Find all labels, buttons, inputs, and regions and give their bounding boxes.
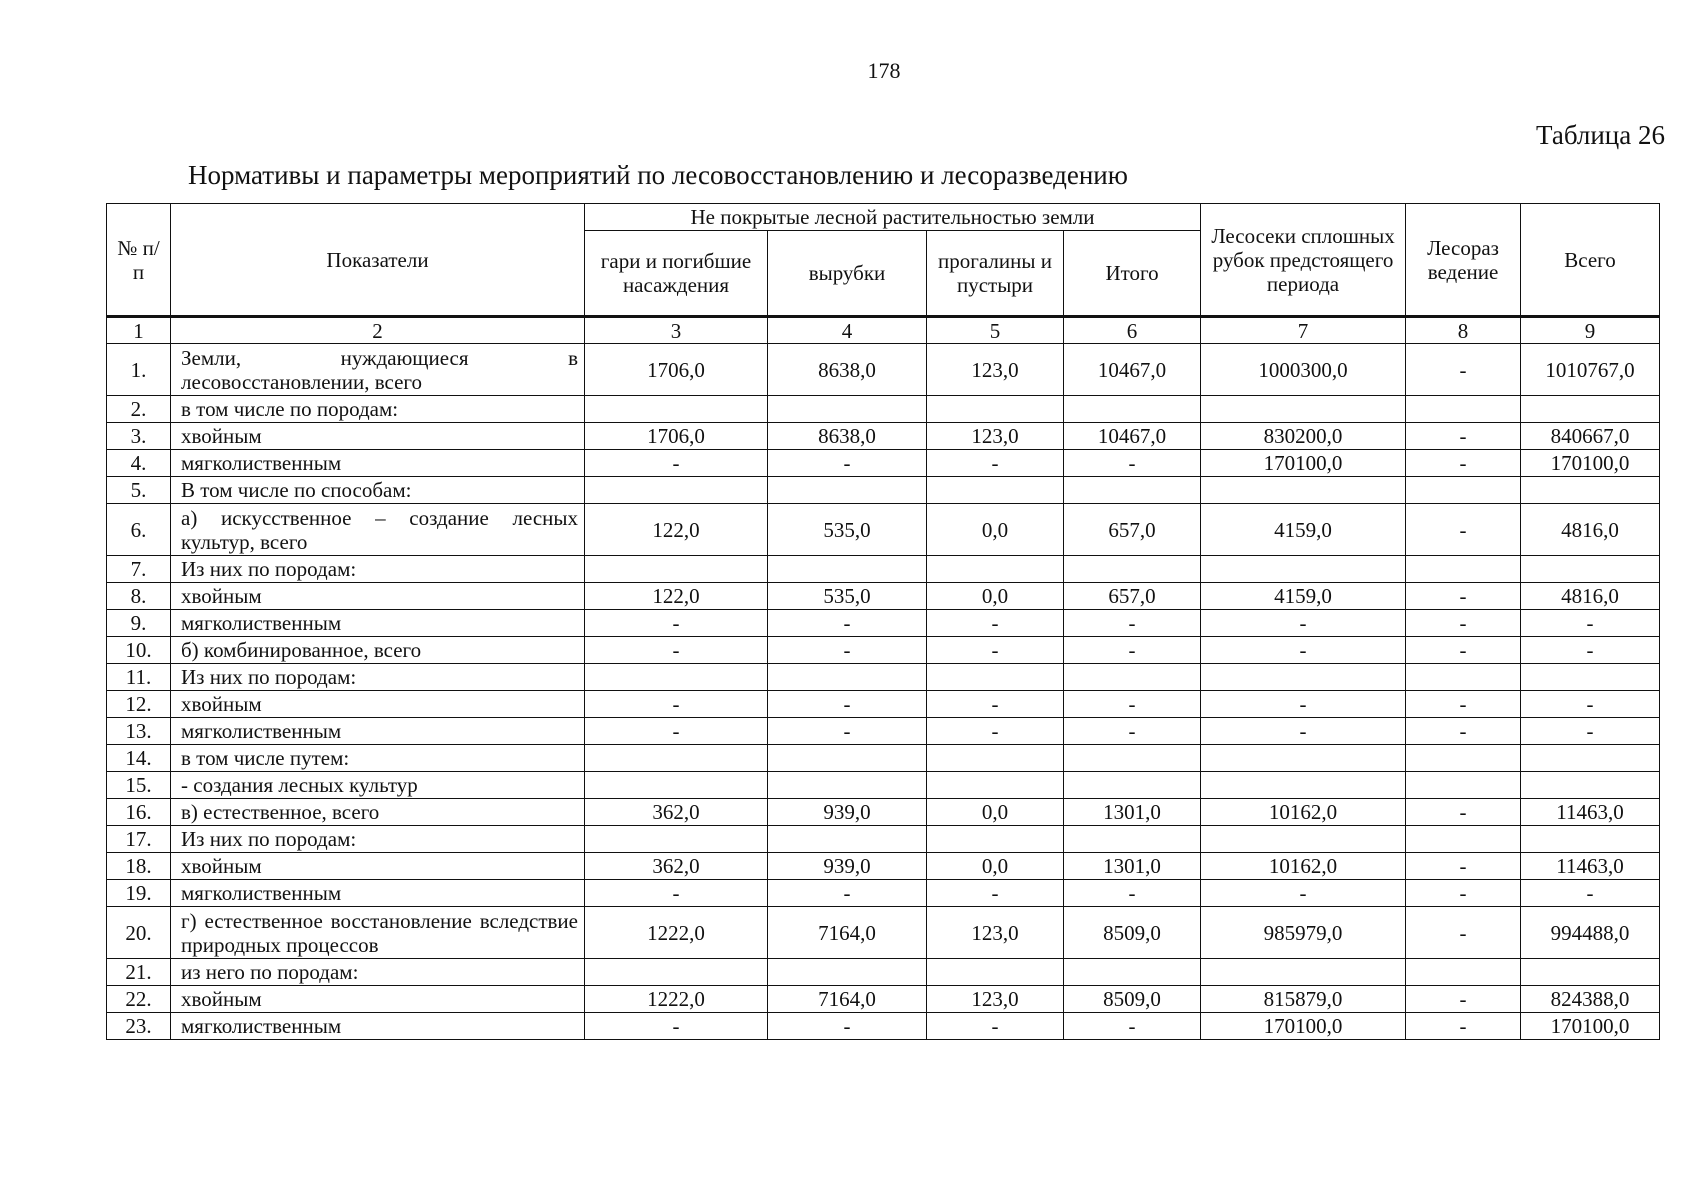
cell-afforestation: - xyxy=(1406,450,1521,477)
row-indicator: - создания лесных культур xyxy=(171,772,585,799)
cell-glades xyxy=(927,396,1064,423)
cell-all xyxy=(1521,959,1660,986)
column-number: 4 xyxy=(768,317,927,344)
cell-cuttings: 8638,0 xyxy=(768,423,927,450)
cell-cuttings: - xyxy=(768,450,927,477)
cell-logging: - xyxy=(1201,880,1406,907)
cell-burnt: - xyxy=(585,691,768,718)
cell-cuttings: - xyxy=(768,691,927,718)
cell-total-group: 10467,0 xyxy=(1064,344,1201,396)
row-indicator: хвойным xyxy=(171,986,585,1013)
cell-afforestation: - xyxy=(1406,907,1521,959)
table-row xyxy=(107,637,1660,664)
cell-burnt: - xyxy=(585,880,768,907)
cell-glades: - xyxy=(927,1013,1064,1040)
row-indicator: Из них по породам: xyxy=(171,826,585,853)
cell-logging xyxy=(1201,556,1406,583)
cell-burnt xyxy=(585,477,768,504)
table-row xyxy=(107,772,1660,799)
row-number: 4. xyxy=(107,450,171,477)
row-number: 20. xyxy=(107,907,171,959)
cell-all: 4816,0 xyxy=(1521,504,1660,556)
row-number: 22. xyxy=(107,986,171,1013)
row-indicator: Из них по породам: xyxy=(171,556,585,583)
cell-all: 994488,0 xyxy=(1521,907,1660,959)
cell-total-group xyxy=(1064,664,1201,691)
cell-afforestation: - xyxy=(1406,610,1521,637)
row-indicator: а) искусственное – создание лесных культур, всего xyxy=(171,504,585,556)
cell-afforestation: - xyxy=(1406,718,1521,745)
cell-cuttings xyxy=(768,396,927,423)
cell-total-group: 8509,0 xyxy=(1064,986,1201,1013)
cell-all: - xyxy=(1521,691,1660,718)
table-row xyxy=(107,396,1660,423)
row-number: 14. xyxy=(107,745,171,772)
cell-glades: - xyxy=(927,450,1064,477)
row-number: 6. xyxy=(107,504,171,556)
cell-afforestation xyxy=(1406,959,1521,986)
row-number: 18. xyxy=(107,853,171,880)
cell-logging: 815879,0 xyxy=(1201,986,1406,1013)
cell-all: 824388,0 xyxy=(1521,986,1660,1013)
cell-cuttings xyxy=(768,556,927,583)
cell-afforestation: - xyxy=(1406,583,1521,610)
cell-cuttings xyxy=(768,826,927,853)
column-number: 1 xyxy=(107,317,171,344)
cell-all: 1010767,0 xyxy=(1521,344,1660,396)
cell-all xyxy=(1521,396,1660,423)
cell-all xyxy=(1521,477,1660,504)
row-number: 9. xyxy=(107,610,171,637)
cell-burnt: - xyxy=(585,450,768,477)
cell-burnt: 362,0 xyxy=(585,853,768,880)
cell-all xyxy=(1521,826,1660,853)
cell-burnt: 1222,0 xyxy=(585,986,768,1013)
row-indicator: б) комбинированное, всего xyxy=(171,637,585,664)
cell-logging: 830200,0 xyxy=(1201,423,1406,450)
cell-cuttings xyxy=(768,745,927,772)
cell-glades xyxy=(927,556,1064,583)
cell-total-group xyxy=(1064,556,1201,583)
cell-afforestation xyxy=(1406,477,1521,504)
row-indicator: мягколиственным xyxy=(171,1013,585,1040)
cell-cuttings xyxy=(768,772,927,799)
row-indicator: Из них по породам: xyxy=(171,664,585,691)
cell-cuttings: - xyxy=(768,718,927,745)
cell-afforestation xyxy=(1406,745,1521,772)
cell-cuttings xyxy=(768,477,927,504)
cell-logging xyxy=(1201,772,1406,799)
cell-total-group: 1301,0 xyxy=(1064,853,1201,880)
cell-afforestation xyxy=(1406,772,1521,799)
cell-total-group: - xyxy=(1064,450,1201,477)
table-row xyxy=(107,718,1660,745)
cell-burnt xyxy=(585,959,768,986)
row-indicator: хвойным xyxy=(171,853,585,880)
cell-all: - xyxy=(1521,880,1660,907)
table-label: Таблица 26 xyxy=(1536,120,1665,150)
row-indicator: в том числе по породам: xyxy=(171,396,585,423)
row-indicator: хвойным xyxy=(171,583,585,610)
cell-burnt: 362,0 xyxy=(585,799,768,826)
cell-logging xyxy=(1201,745,1406,772)
cell-cuttings: 535,0 xyxy=(768,583,927,610)
cell-logging: - xyxy=(1201,718,1406,745)
cell-total-group: 1301,0 xyxy=(1064,799,1201,826)
cell-cuttings: 939,0 xyxy=(768,853,927,880)
cell-burnt: - xyxy=(585,637,768,664)
cell-glades xyxy=(927,772,1064,799)
cell-burnt: - xyxy=(585,610,768,637)
cell-glades xyxy=(927,745,1064,772)
cell-total-group: 657,0 xyxy=(1064,504,1201,556)
header-no: № п/п xyxy=(107,204,171,317)
row-number: 15. xyxy=(107,772,171,799)
cell-logging: 10162,0 xyxy=(1201,853,1406,880)
cell-glades: - xyxy=(927,718,1064,745)
table-row xyxy=(107,959,1660,986)
table-row xyxy=(107,450,1660,477)
row-number: 7. xyxy=(107,556,171,583)
cell-glades: 123,0 xyxy=(927,986,1064,1013)
cell-glades: 0,0 xyxy=(927,504,1064,556)
cell-glades: 123,0 xyxy=(927,423,1064,450)
header-all: Всего xyxy=(1521,204,1660,317)
header-cuttings: вырубки xyxy=(768,231,927,317)
cell-logging: 170100,0 xyxy=(1201,1013,1406,1040)
cell-glades: 0,0 xyxy=(927,853,1064,880)
cell-logging: 1000300,0 xyxy=(1201,344,1406,396)
row-indicator: г) естественное восстановление вследствие природных процессов xyxy=(171,907,585,959)
header-indicator: Показатели xyxy=(171,204,585,317)
cell-all xyxy=(1521,745,1660,772)
column-number: 3 xyxy=(585,317,768,344)
cell-all: 11463,0 xyxy=(1521,853,1660,880)
cell-all: 170100,0 xyxy=(1521,1013,1660,1040)
cell-logging xyxy=(1201,826,1406,853)
table-body xyxy=(107,344,1660,1040)
cell-all: - xyxy=(1521,637,1660,664)
row-number: 13. xyxy=(107,718,171,745)
cell-total-group: - xyxy=(1064,880,1201,907)
cell-afforestation xyxy=(1406,826,1521,853)
cell-glades: 0,0 xyxy=(927,583,1064,610)
cell-logging: 985979,0 xyxy=(1201,907,1406,959)
cell-all xyxy=(1521,664,1660,691)
table-row xyxy=(107,610,1660,637)
cell-glades: - xyxy=(927,610,1064,637)
header-glades: прогалины и пустыри xyxy=(927,231,1064,317)
cell-burnt xyxy=(585,664,768,691)
cell-cuttings: - xyxy=(768,1013,927,1040)
table-row xyxy=(107,477,1660,504)
cell-logging: 4159,0 xyxy=(1201,583,1406,610)
cell-cuttings: - xyxy=(768,880,927,907)
row-number: 5. xyxy=(107,477,171,504)
cell-glades: - xyxy=(927,880,1064,907)
cell-burnt xyxy=(585,556,768,583)
cell-afforestation: - xyxy=(1406,691,1521,718)
cell-all: - xyxy=(1521,610,1660,637)
header-group-not-covered: Не покрытые лесной растительностью земли xyxy=(585,204,1201,231)
cell-glades xyxy=(927,664,1064,691)
cell-total-group xyxy=(1064,745,1201,772)
table-row xyxy=(107,504,1660,556)
row-number: 10. xyxy=(107,637,171,664)
cell-all: 11463,0 xyxy=(1521,799,1660,826)
row-indicator: в) естественное, всего xyxy=(171,799,585,826)
row-number: 1. xyxy=(107,344,171,396)
table-row xyxy=(107,745,1660,772)
row-indicator: мягколиственным xyxy=(171,450,585,477)
cell-total-group: - xyxy=(1064,637,1201,664)
cell-glades: 0,0 xyxy=(927,799,1064,826)
table-row xyxy=(107,556,1660,583)
column-number: 8 xyxy=(1406,317,1521,344)
column-number: 2 xyxy=(171,317,585,344)
cell-afforestation xyxy=(1406,556,1521,583)
cell-logging xyxy=(1201,477,1406,504)
cell-logging: 10162,0 xyxy=(1201,799,1406,826)
header-total-group: Итого xyxy=(1064,231,1201,317)
cell-all: 4816,0 xyxy=(1521,583,1660,610)
table-row xyxy=(107,664,1660,691)
table-row xyxy=(107,691,1660,718)
row-indicator: из него по породам: xyxy=(171,959,585,986)
table-row xyxy=(107,880,1660,907)
table-row xyxy=(107,826,1660,853)
row-number: 17. xyxy=(107,826,171,853)
cell-logging xyxy=(1201,959,1406,986)
cell-cuttings xyxy=(768,664,927,691)
cell-total-group: - xyxy=(1064,691,1201,718)
cell-burnt: 1706,0 xyxy=(585,344,768,396)
header-afforestation: Лесораз ведение xyxy=(1406,204,1521,317)
cell-cuttings: - xyxy=(768,637,927,664)
cell-afforestation: - xyxy=(1406,344,1521,396)
row-number: 2. xyxy=(107,396,171,423)
row-indicator: мягколиственным xyxy=(171,880,585,907)
cell-glades: - xyxy=(927,637,1064,664)
cell-logging: 4159,0 xyxy=(1201,504,1406,556)
table-row xyxy=(107,423,1660,450)
row-number: 3. xyxy=(107,423,171,450)
cell-total-group: - xyxy=(1064,610,1201,637)
row-indicator: Земли, нуждающиеся в лесовосстановлении, всего xyxy=(171,344,585,396)
cell-burnt xyxy=(585,772,768,799)
cell-afforestation: - xyxy=(1406,880,1521,907)
cell-afforestation: - xyxy=(1406,504,1521,556)
row-indicator: в том числе путем: xyxy=(171,745,585,772)
cell-burnt: - xyxy=(585,718,768,745)
table-row xyxy=(107,583,1660,610)
row-number: 23. xyxy=(107,1013,171,1040)
row-indicator: хвойным xyxy=(171,423,585,450)
table-row xyxy=(107,853,1660,880)
table-row xyxy=(107,986,1660,1013)
cell-burnt xyxy=(585,745,768,772)
cell-afforestation xyxy=(1406,664,1521,691)
cell-afforestation: - xyxy=(1406,986,1521,1013)
column-number: 6 xyxy=(1064,317,1201,344)
cell-afforestation: - xyxy=(1406,637,1521,664)
row-number: 16. xyxy=(107,799,171,826)
cell-burnt: 1222,0 xyxy=(585,907,768,959)
table-row xyxy=(107,344,1660,396)
cell-all xyxy=(1521,772,1660,799)
cell-burnt: 122,0 xyxy=(585,583,768,610)
column-number-row xyxy=(107,317,1660,344)
cell-logging: - xyxy=(1201,637,1406,664)
row-number: 8. xyxy=(107,583,171,610)
row-indicator: В том числе по способам: xyxy=(171,477,585,504)
cell-glades xyxy=(927,959,1064,986)
cell-total-group xyxy=(1064,477,1201,504)
cell-logging: - xyxy=(1201,610,1406,637)
page-number: 178 xyxy=(867,58,901,83)
cell-cuttings: 535,0 xyxy=(768,504,927,556)
cell-total-group: 8509,0 xyxy=(1064,907,1201,959)
column-number: 5 xyxy=(927,317,1064,344)
table-row xyxy=(107,1013,1660,1040)
cell-total-group xyxy=(1064,959,1201,986)
cell-cuttings: - xyxy=(768,610,927,637)
cell-burnt xyxy=(585,396,768,423)
cell-all: 840667,0 xyxy=(1521,423,1660,450)
header-logging: Лесосеки сплошных рубок предстоящего периода xyxy=(1201,204,1406,317)
row-indicator: мягколиственным xyxy=(171,718,585,745)
data-table xyxy=(106,203,1660,1040)
cell-glades: 123,0 xyxy=(927,344,1064,396)
table-title: Нормативы и параметры мероприятий по лесовосстановлению и лесоразведению xyxy=(188,160,1128,190)
cell-logging: 170100,0 xyxy=(1201,450,1406,477)
cell-logging: - xyxy=(1201,691,1406,718)
cell-glades xyxy=(927,826,1064,853)
cell-total-group: 657,0 xyxy=(1064,583,1201,610)
row-number: 12. xyxy=(107,691,171,718)
row-number: 21. xyxy=(107,959,171,986)
cell-burnt: 1706,0 xyxy=(585,423,768,450)
cell-cuttings xyxy=(768,959,927,986)
cell-cuttings: 7164,0 xyxy=(768,986,927,1013)
cell-afforestation: - xyxy=(1406,423,1521,450)
cell-glades: 123,0 xyxy=(927,907,1064,959)
row-indicator: хвойным xyxy=(171,691,585,718)
cell-all xyxy=(1521,556,1660,583)
cell-logging xyxy=(1201,664,1406,691)
cell-total-group: 10467,0 xyxy=(1064,423,1201,450)
row-number: 19. xyxy=(107,880,171,907)
column-number: 9 xyxy=(1521,317,1660,344)
cell-cuttings: 8638,0 xyxy=(768,344,927,396)
cell-total-group xyxy=(1064,396,1201,423)
table-row xyxy=(107,799,1660,826)
table-row xyxy=(107,907,1660,959)
cell-all: - xyxy=(1521,718,1660,745)
cell-afforestation xyxy=(1406,396,1521,423)
cell-all: 170100,0 xyxy=(1521,450,1660,477)
cell-cuttings: 939,0 xyxy=(768,799,927,826)
cell-afforestation: - xyxy=(1406,1013,1521,1040)
cell-cuttings: 7164,0 xyxy=(768,907,927,959)
cell-total-group xyxy=(1064,826,1201,853)
cell-total-group: - xyxy=(1064,1013,1201,1040)
cell-glades xyxy=(927,477,1064,504)
cell-burnt xyxy=(585,826,768,853)
row-number: 11. xyxy=(107,664,171,691)
cell-total-group xyxy=(1064,772,1201,799)
cell-afforestation: - xyxy=(1406,799,1521,826)
cell-glades: - xyxy=(927,691,1064,718)
cell-total-group: - xyxy=(1064,718,1201,745)
row-indicator: мягколиственным xyxy=(171,610,585,637)
cell-burnt: - xyxy=(585,1013,768,1040)
cell-afforestation: - xyxy=(1406,853,1521,880)
column-number: 7 xyxy=(1201,317,1406,344)
cell-logging xyxy=(1201,396,1406,423)
header-burnt: гари и погибшие насаждения xyxy=(585,231,768,317)
cell-burnt: 122,0 xyxy=(585,504,768,556)
